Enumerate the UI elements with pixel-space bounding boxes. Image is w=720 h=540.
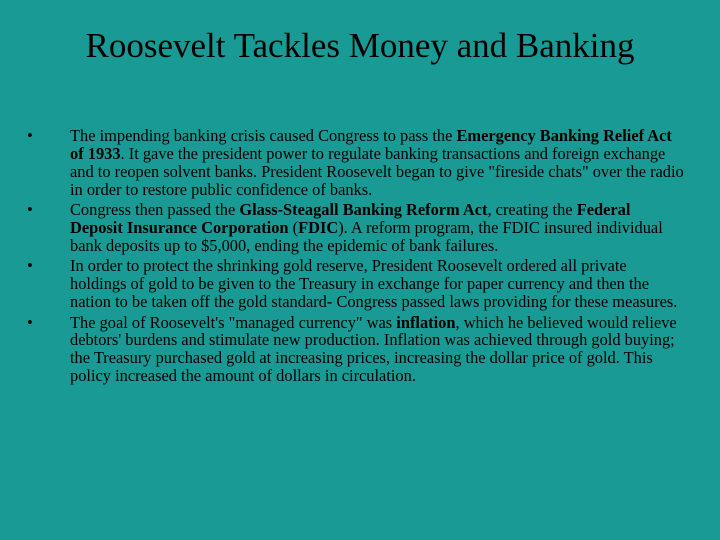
text-run: ). A reform program, the FDIC insured individual bank deposits up to $5,000, ending the epidemic of bank failures. (70, 218, 663, 255)
text-run-bold: FDIC (298, 218, 339, 238)
text-run-bold: Glass-Steagall Banking Reform Act (239, 200, 488, 220)
text-run-bold: inflation (396, 312, 456, 332)
text-run: The goal of Roosevelt's "managed currency" was (70, 312, 397, 332)
text-run: . It gave the president power to regulate banking transactions and foreign exchange and to reopen solvent banks. President Roosevelt began to give "fireside chats" over the radio in order to restore public confidence of banks. (70, 143, 684, 199)
bullet-text (70, 126, 684, 199)
text-run: , which he believed would relieve debtors' burdens and stimulate new production. Inflation was achieved through gold buying; the Treasury purchased gold at increasing prices, increasing the dollar price of gold. This policy increased the amount of dollars in circulation. (70, 312, 677, 386)
text-run: The impending banking crisis caused Congress to pass the (70, 126, 457, 145)
bullet-text (70, 200, 663, 255)
bullet-item (27, 127, 687, 199)
text-run: , creating the (487, 200, 577, 220)
bullet-dot: • (27, 256, 33, 276)
bullet-item (27, 314, 687, 386)
text-run: ( (288, 218, 299, 238)
bullet-dot: • (27, 126, 33, 145)
slide-title: Roosevelt Tackles Money and Banking (85, 26, 635, 65)
bullet-item (27, 201, 687, 255)
text-run: In order to protect the shrinking gold reserve, President Roosevelt ordered all private holdings of gold to be given to the Treasury in exchange for paper currency and then the nation to be taken off the gold standard- Congress passed laws providing for these measures. (70, 256, 678, 312)
bullet-dot: • (27, 312, 33, 332)
bullet-dot: • (27, 200, 33, 220)
bullet-item (27, 257, 687, 311)
text-run: Congress then passed the (70, 200, 240, 220)
bullet-list (27, 127, 687, 388)
text-run-bold: Emergency Banking Relief Act of 1933 (70, 126, 672, 163)
text-run-bold: Federal Deposit Insurance Corporation (70, 200, 631, 238)
bullet-text (70, 256, 677, 311)
bullet-text (70, 313, 677, 386)
